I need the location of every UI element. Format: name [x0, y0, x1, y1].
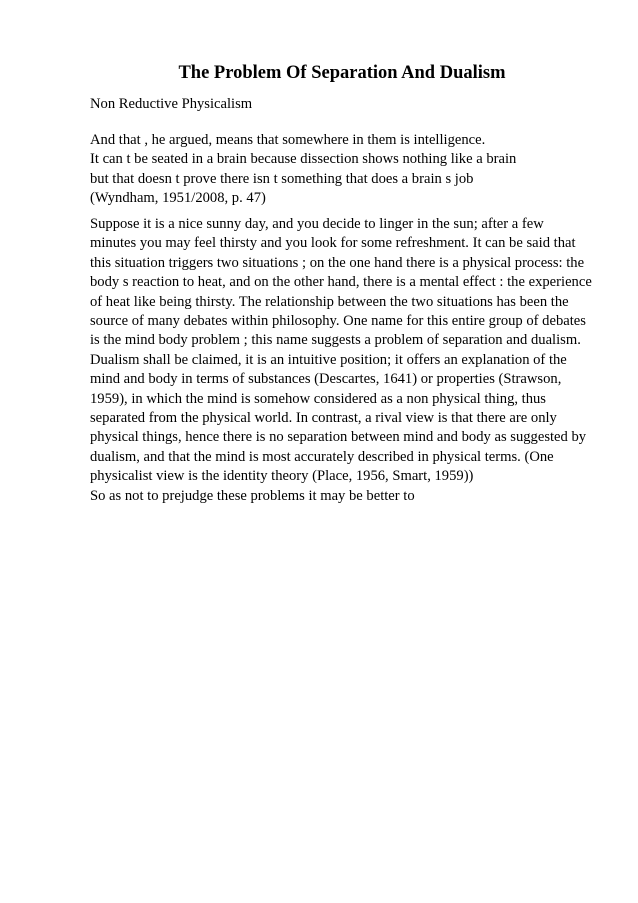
body-line: separated from the physical world. In contrast, a rival view is that there are only	[90, 410, 557, 427]
body-line: is the mind body problem ; this name suggests a problem of separation and dualism.	[90, 332, 581, 349]
body-line: 1959), in which the mind is somehow considered as a non physical thing, thus	[90, 390, 546, 407]
body-line: Dualism shall be claimed, it is an intuitive position; it offers an explanation of the	[90, 351, 567, 368]
quote-paragraph	[90, 131, 516, 209]
subtitle: Non Reductive Physicalism	[90, 96, 253, 112]
body-line: physical things, hence there is no separation between mind and body as suggested by	[90, 429, 587, 446]
quote-citation: (Wyndham, 1951/2008, p. 47)	[90, 190, 266, 207]
quote-line: but that doesn t prove there isn t something that does a brain s job	[90, 170, 474, 187]
body-line: dualism, and that the mind is most accurately described in physical terms. (One	[90, 448, 554, 465]
page-title: The Problem Of Separation And Dualism	[178, 63, 506, 83]
body-line: this situation triggers two situations ; on the one hand there is a physical process: the	[90, 254, 585, 271]
quote-line: And that , he argued, means that somewhere in them is intelligence.	[90, 132, 486, 148]
body-line: So as not to prejudge these problems it may be better to	[90, 487, 415, 504]
body-line: minutes you may feel thirsty and you look for some refreshment. It can be said that	[90, 235, 576, 252]
body-paragraph	[90, 215, 592, 506]
body-line: body s reaction to heat, and on the other hand, there is a mental effect : the experience	[90, 274, 592, 291]
body-line: of heat like being thirsty. The relationship between the two situations has been the	[90, 293, 569, 310]
body-line: mind and body in terms of substances (Descartes, 1641) or properties (Strawson,	[90, 371, 562, 388]
body-line: Suppose it is a nice sunny day, and you decide to linger in the sun; after a few	[90, 216, 544, 232]
body-line: physicalist view is the identity theory (Place, 1956, Smart, 1959))	[90, 468, 474, 485]
quote-line: It can t be seated in a brain because dissection shows nothing like a brain	[90, 151, 517, 168]
body-line: source of many debates within philosophy. One name for this entire group of debates	[90, 313, 586, 330]
